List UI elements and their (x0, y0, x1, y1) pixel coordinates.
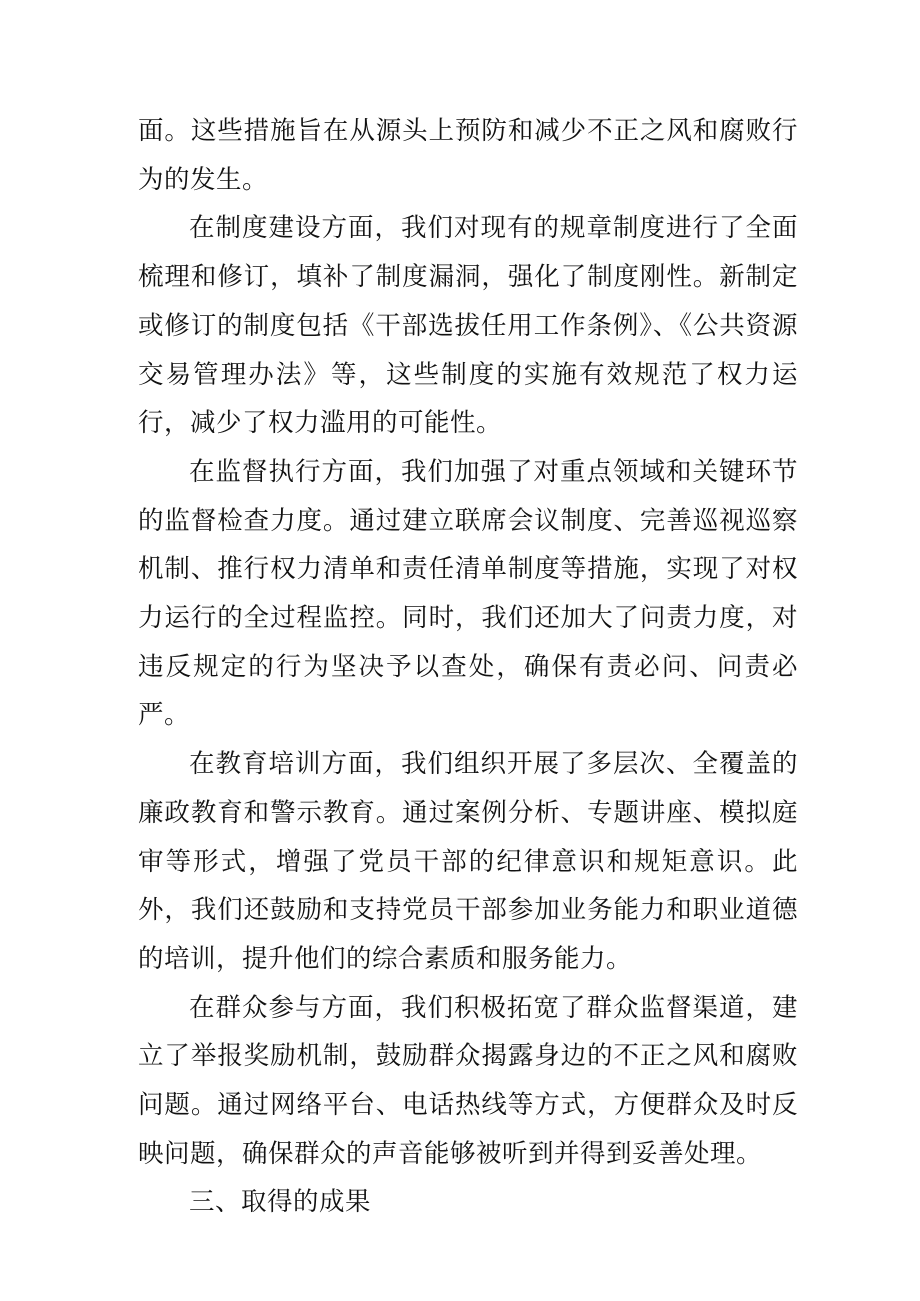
document-body (138, 107, 798, 1227)
paragraph-supervision: 在监督执行方面，我们加强了对重点领域和关键环节的监督检查力度。通过建立联席会议制度、完善巡视巡察机制、推行权力清单和责任清单制度等措施，实现了对权力运行的全过程监控。同时，我们还加大了问责力度，对违反规定的行为坚决予以查处，确保有责必问、问责必严。 (138, 456, 798, 731)
paragraph-education: 在教育培训方面，我们组织开展了多层次、全覆盖的廉政教育和警示教育。通过案例分析、专题讲座、模拟庭审等形式，增强了党员干部的纪律意识和规矩意识。此外，我们还鼓励和支持党员干部参加业务能力和职业道德的培训，提升他们的综合素质和服务能力。 (138, 749, 798, 974)
paragraph-continuation: 面。这些措施旨在从源头上预防和减少不正之风和腐败行为的发生。 (138, 116, 798, 195)
paragraph-public-participation: 在群众参与方面，我们积极拓宽了群众监督渠道，建立了举报奖励机制，鼓励群众揭露身边的不正之风和腐败问题。通过网络平台、电话热线等方式，方便群众及时反映问题，确保群众的声音能够被听到并得到妥善处理。 (138, 992, 798, 1169)
paragraph-system-building: 在制度建设方面，我们对现有的规章制度进行了全面梳理和修订，填补了制度漏洞，强化了制度刚性。新制定或修订的制度包括《干部选拔任用工作条例》、《公共资源交易管理办法》等，这些制度的实施有效规范了权力运行，减少了权力滥用的可能性。 (138, 213, 798, 439)
section-heading: 三、取得的成果 (189, 1187, 372, 1218)
